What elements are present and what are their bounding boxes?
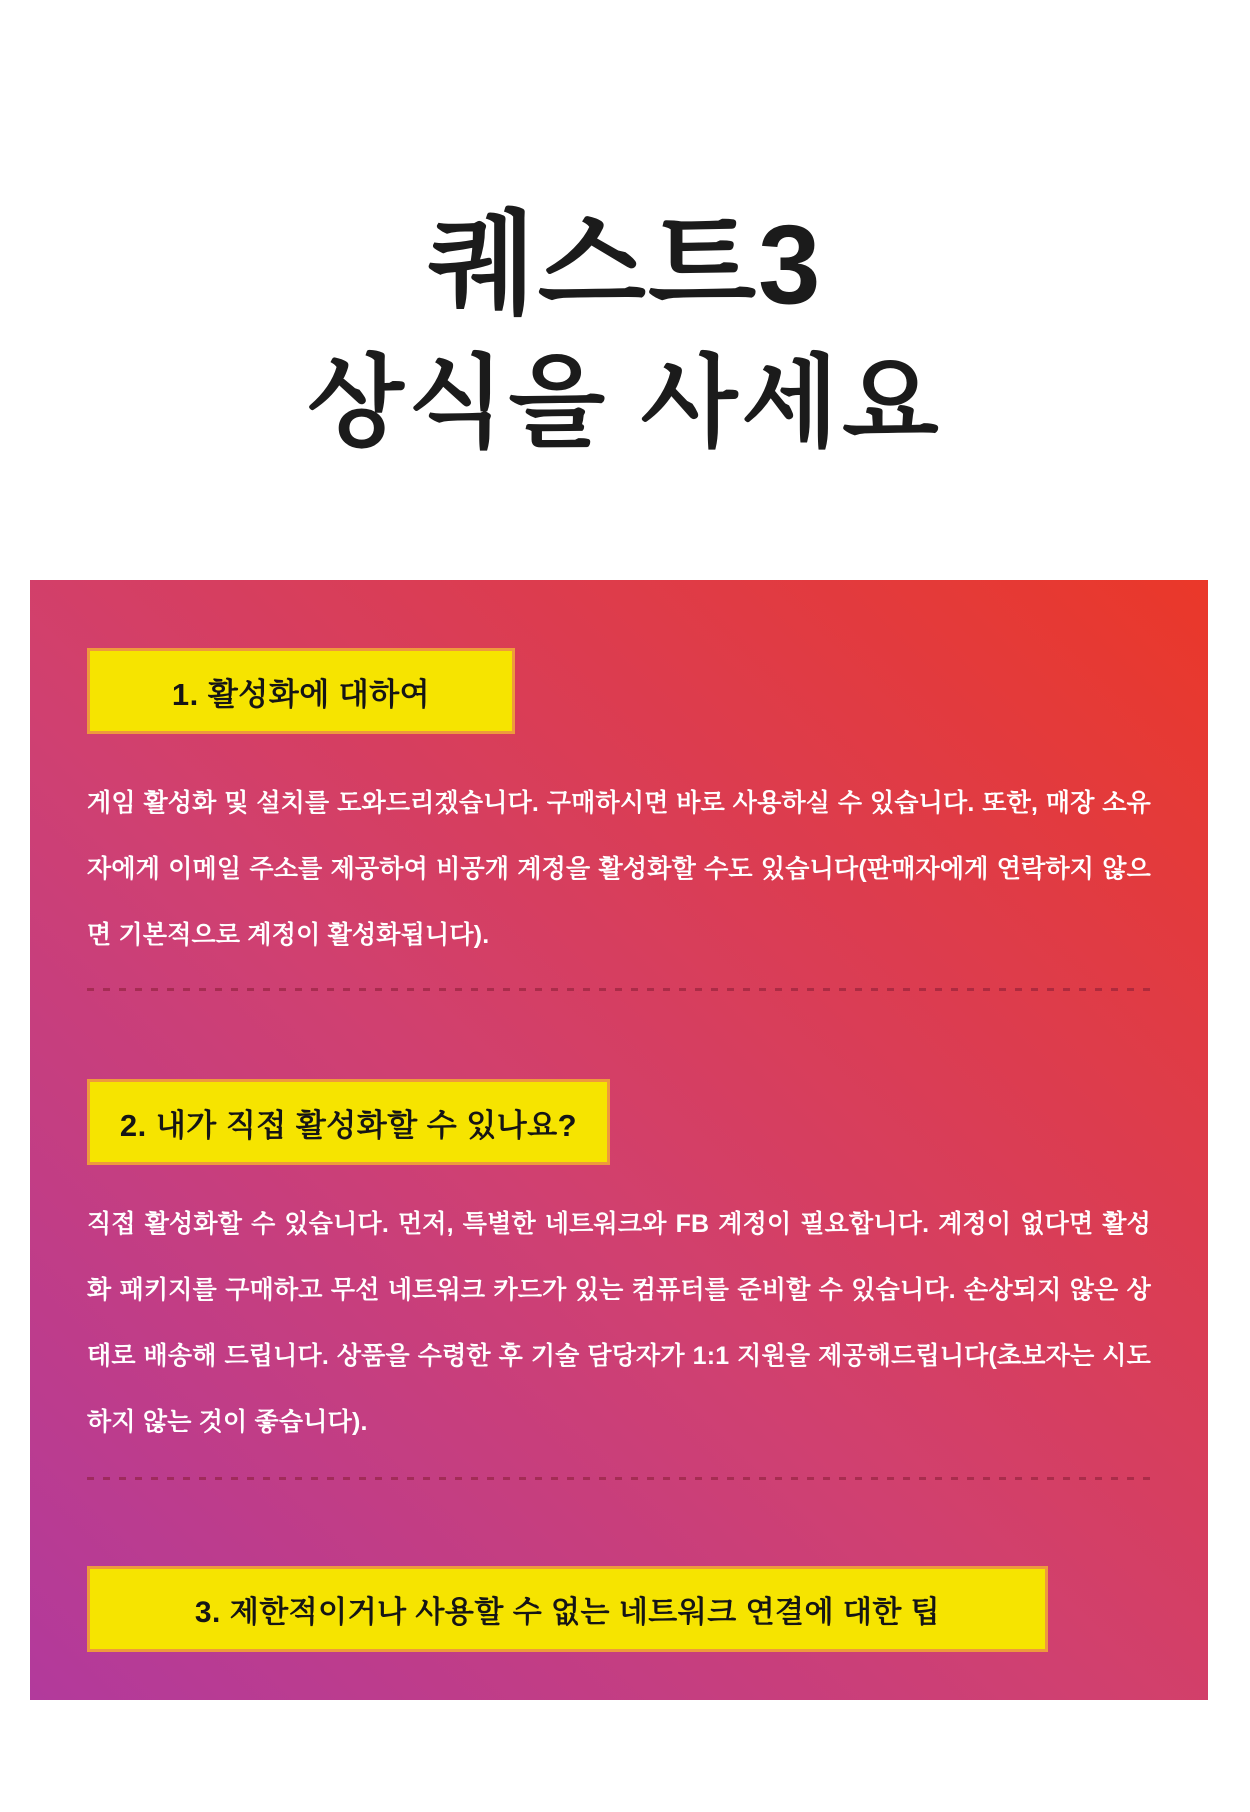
page-title-slogan: 상식을 사세요 [307,346,943,459]
dashed-divider [87,988,1150,991]
section-heading-activation [87,648,515,734]
section-heading-network-tips [87,1566,1048,1652]
section-heading-self-activation [87,1079,610,1165]
hero-title-block [0,0,1250,468]
section-heading-label: 3. 제한적이거나 사용할 수 없는 네트워크 연결에 대한 팁 [194,1596,941,1629]
section-body-network-tips: 홈 네트워크에 연결하면 네트워크 연결이 제한되었거나 네트워크를 사용할 수 없다는 메시지가 표시될 수 있습니다. 이는 실제로 정상입니다. [97,1700,1141,1792]
page-title-product: 퀘스트3 [427,202,823,327]
section-heading-label: 1. 활성화에 대하여 [171,676,431,712]
section-heading-label: 2. 내가 직접 활성화할 수 있나요? [119,1107,578,1143]
section-body-self-activation: 직접 활성화할 수 있습니다. 먼저, 특별한 네트워크와 FB 계정이 필요합니다. 계정이 없다면 활성화 패키지를 구매하고 무선 네트워크 카드가 있는 컴퓨터를 준비할 수 있습니다. 손상되지 않은 상태로 배송해 드립니다. 상품을 수령한 후 기술 담당자가 1:1 지원을 제공해드립니다(초보자는 시도하지 않는 것이 좋습니다). [87,1210,1151,1436]
gradient-info-panel [30,580,1208,1792]
dashed-divider [87,1477,1150,1480]
section-body-activation: 게임 활성화 및 설치를 도와드리겠습니다. 구매하시면 바로 사용하실 수 있습니다. 또한, 매장 소유자에게 이메일 주소를 제공하여 비공개 계정을 활성화할 수도 있습니다(판매자에게 연락하지 않으면 기본적으로 계정이 활성화됩니다). [87,789,1151,949]
